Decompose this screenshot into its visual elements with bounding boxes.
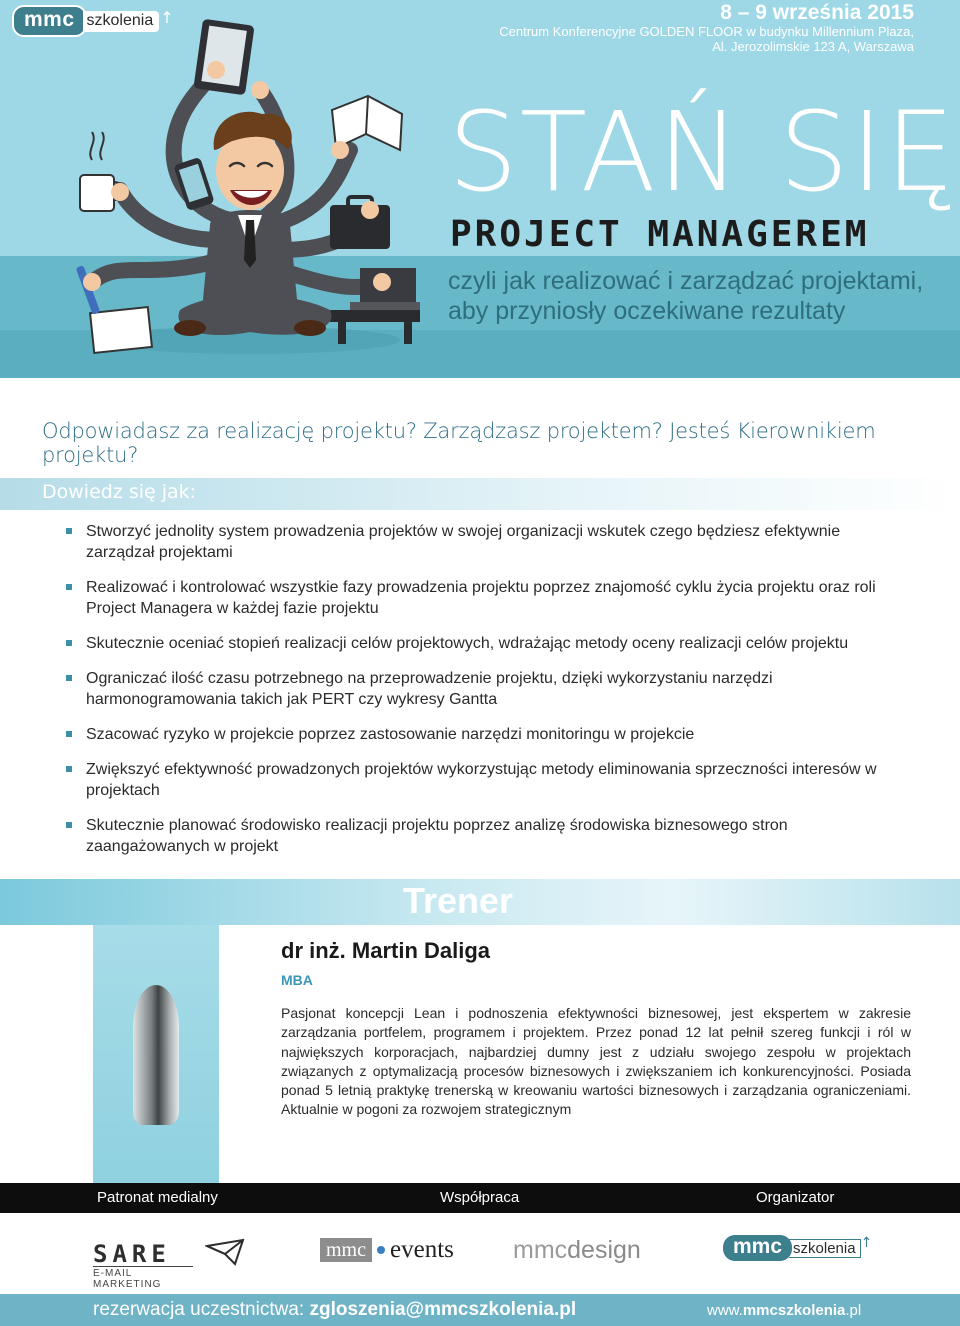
sare-name: SARE xyxy=(93,1240,171,1268)
benefit-item xyxy=(66,724,906,745)
mmc-design-logo[interactable] xyxy=(513,1236,641,1265)
arrow-up-icon: ↑ xyxy=(160,7,174,27)
benefit-item xyxy=(66,577,906,619)
square-bullet-icon xyxy=(66,528,72,534)
registration-label: rezerwacja uczestnictwa: xyxy=(93,1299,305,1320)
organizer-label: Organizator xyxy=(756,1189,835,1206)
trainer-degree: MBA xyxy=(281,972,313,988)
website-link[interactable] xyxy=(707,1302,861,1319)
benefit-text: Skutecznie oceniać stopień realizacji celów projektowych, wdrażając metody oceny realizacji celów projektu xyxy=(86,635,849,652)
benefit-text: Stworzyć jednolity system prowadzenia projektów w swojej organizacji wskutek czego będziesz efektywnie zarządzał projektami xyxy=(86,523,841,561)
benefit-text: Szacować ryzyko w projekcie poprzez zastosowanie narzędzi monitoringu w projekcie xyxy=(86,726,695,743)
square-bullet-icon xyxy=(66,584,72,590)
design-name: design xyxy=(567,1236,641,1264)
footer-bar xyxy=(0,1294,960,1326)
learn-heading: Dowiedz się jak: xyxy=(42,481,197,503)
intro-questions: Odpowiadasz za realizację projektu? Zarządzasz projektem? Jesteś Kierownikiem projektu? xyxy=(42,419,876,467)
dot-icon xyxy=(377,1246,385,1254)
hero-title: STAŃ SIĘ xyxy=(448,88,957,216)
event-info xyxy=(499,2,914,54)
trainer-section-label: Trener xyxy=(403,880,514,921)
square-bullet-icon xyxy=(66,731,72,737)
benefits-list xyxy=(66,521,906,871)
organizer-logo[interactable] xyxy=(723,1235,872,1261)
benefit-text: Skutecznie planować środowisko realizacji projektu poprzez analizę środowiska biznesowego stron zaangażowanych w projekt xyxy=(86,817,788,855)
events-name: events xyxy=(390,1236,454,1263)
hero-subtitle: PROJECT MANAGEREM xyxy=(450,214,870,255)
trainer-section-bar xyxy=(0,879,960,925)
media-patron-label: Patronat medialny xyxy=(97,1189,218,1206)
hero-tagline-line2: aby przyniosły oczekiwane rezultaty xyxy=(448,297,846,325)
benefit-item xyxy=(66,668,906,710)
trainer-bio: Pasjonat koncepcji Lean i podnoszenia efektywności biznesowej, jest ekspertem w zakresie zarządzania portfelem, programem i projektem. Przez ponad 12 lat pełnił szereg funkcji i ról w największych korporacjach, najbardziej dumny jest z udziału swojego zespołu w projektach związanych z optymalizacją procesów biznesowych i zwiększaniem ich konkurencyjności. Posiada ponad 5 letnią praktykę trenerską w kreowaniu wartości biznesowych i zarządzania ograniczeniami. Aktualnie w pogoni za rozwojem strategicznym xyxy=(281,1005,911,1118)
hero-banner xyxy=(0,0,960,378)
benefit-item xyxy=(66,815,906,857)
trainer-photo xyxy=(93,925,219,1184)
trainer-name: dr inż. Martin Daliga xyxy=(281,938,491,963)
design-prefix: mmc xyxy=(513,1236,568,1264)
benefit-item xyxy=(66,521,906,563)
partners-bar xyxy=(0,1183,960,1213)
benefit-item xyxy=(66,759,906,801)
www-domain: mmcszkolenia xyxy=(742,1302,846,1319)
logo-brand: mmc xyxy=(12,5,87,37)
sare-logo[interactable] xyxy=(93,1240,193,1290)
benefit-text: Zwiększyć efektywność prowadzonych projektów wykorzystując metody eliminowania sprzeczności interesów w projektach xyxy=(86,761,877,799)
event-date: 8 – 9 września 2015 xyxy=(720,1,914,24)
mmc-events-logo[interactable] xyxy=(320,1236,454,1264)
sare-tagline: E-MAIL MARKETING xyxy=(93,1266,193,1290)
learn-heading-bar xyxy=(0,478,960,510)
registration-email-link[interactable]: zgloszenia@mmcszkolenia.pl xyxy=(309,1299,577,1320)
org-brand: mmc xyxy=(723,1235,792,1261)
org-suffix: szkolenia xyxy=(789,1239,861,1258)
trainer-portrait xyxy=(133,985,179,1125)
logo-suffix: szkolenia xyxy=(83,11,160,32)
hero-tagline xyxy=(448,266,923,326)
www-suffix: .pl xyxy=(845,1302,862,1319)
www-prefix: www. xyxy=(707,1302,743,1319)
cooperation-label: Współpraca xyxy=(440,1189,520,1206)
square-bullet-icon xyxy=(66,640,72,646)
arrow-up-icon: ↑ xyxy=(860,1235,873,1251)
event-venue-line1: Centrum Konferencyjne GOLDEN FLOOR w budynku Millennium Plaza, xyxy=(499,24,914,39)
square-bullet-icon xyxy=(66,822,72,828)
event-venue-line2: Al. Jerozolimskie 123 A, Warszawa xyxy=(712,39,914,54)
multitasking-businessman-illustration xyxy=(40,7,440,370)
square-bullet-icon xyxy=(66,766,72,772)
events-prefix: mmc xyxy=(320,1238,372,1262)
envelope-icon xyxy=(205,1238,245,1268)
benefit-text: Realizować i kontrolować wszystkie fazy prowadzenia projektu poprzez znajomość cyklu życia projektu oraz roli Project Managera w każdej fazie projektu xyxy=(86,579,876,617)
hero-tagline-line1: czyli jak realizować i zarządzać projektami, xyxy=(448,267,924,295)
registration-info xyxy=(93,1299,576,1321)
square-bullet-icon xyxy=(66,675,72,681)
benefit-item xyxy=(66,633,906,654)
benefit-text: Ograniczać ilość czasu potrzebnego na przeprowadzenie projektu, dzięki wykorzystaniu narzędzi harmonogramowania takich jak PERT czy wykresy Gantta xyxy=(86,670,773,708)
